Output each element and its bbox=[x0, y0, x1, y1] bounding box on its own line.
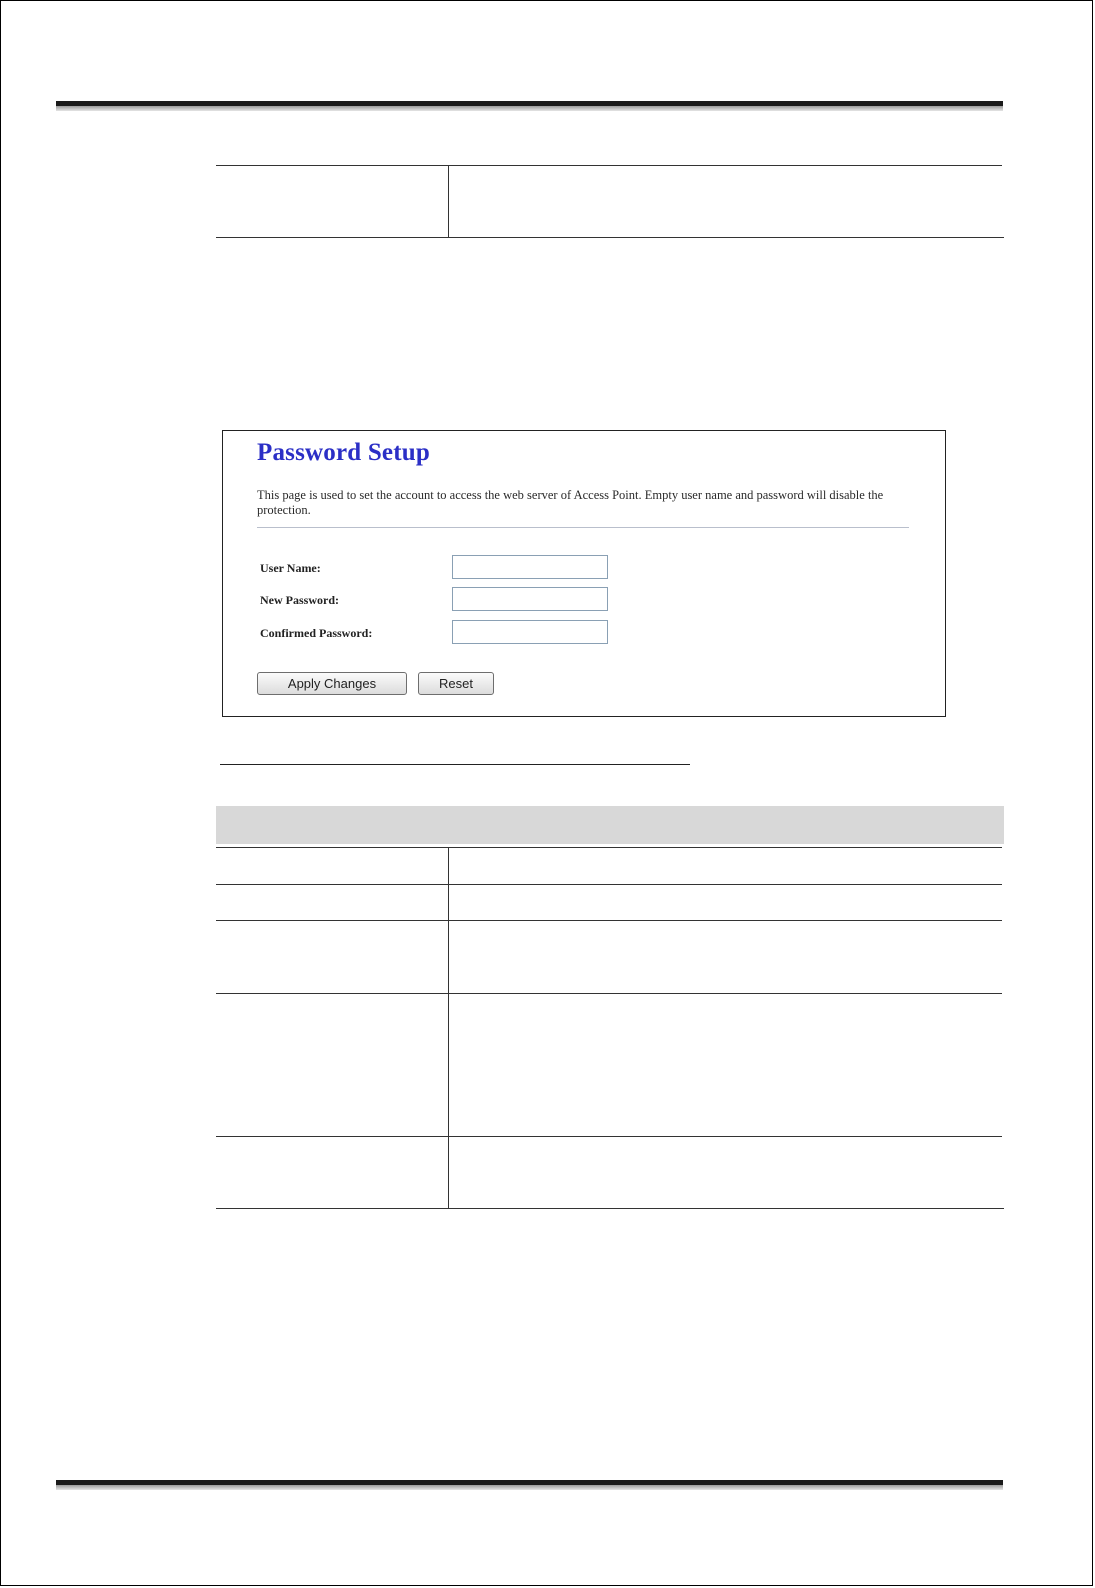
section-divider bbox=[257, 527, 909, 528]
caption-underline bbox=[220, 764, 690, 765]
apply-changes-button[interactable]: Apply Changes bbox=[257, 672, 407, 695]
page-title: Password Setup bbox=[257, 439, 430, 466]
reset-button[interactable]: Reset bbox=[418, 672, 494, 695]
confirmed-password-label: Confirmed Password: bbox=[260, 626, 373, 640]
new-password-label: New Password: bbox=[260, 593, 339, 607]
page-description: This page is used to set the account to access the web server of Access Point. Empty user name and password will disable the protection. bbox=[257, 488, 884, 517]
table-header bbox=[216, 806, 1004, 844]
password-setup-screenshot bbox=[222, 430, 946, 717]
user-name-input[interactable] bbox=[452, 555, 608, 579]
header-rule bbox=[56, 101, 1003, 111]
new-password-input[interactable] bbox=[452, 587, 608, 611]
confirmed-password-input[interactable] bbox=[452, 620, 608, 644]
footer-rule bbox=[56, 1480, 1003, 1490]
user-name-label: User Name: bbox=[260, 561, 321, 575]
